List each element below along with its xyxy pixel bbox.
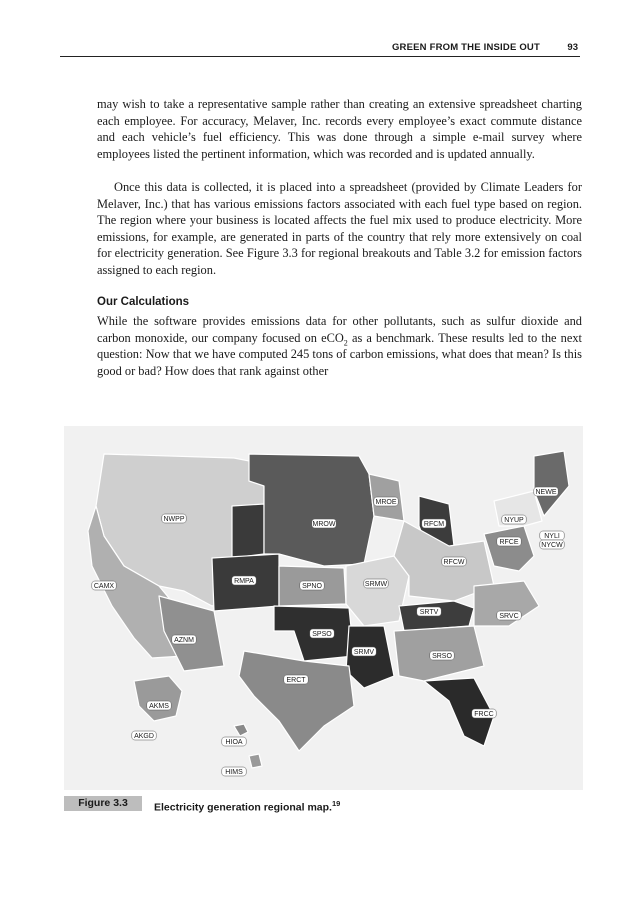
region-label-nwpp: NWPP <box>163 516 185 523</box>
region-srmv <box>346 626 394 688</box>
region-rfce <box>484 526 534 571</box>
region-label-frcc: FRCC <box>474 711 494 718</box>
region-label-rfce: RFCE <box>499 539 519 546</box>
paragraph-3 <box>97 313 582 379</box>
region-akms <box>134 676 182 721</box>
region-label-spso: SPSO <box>312 631 332 638</box>
section-heading: Our Calculations <box>97 296 190 308</box>
figure-caption-text <box>154 796 340 816</box>
region-label-nycw: NYCW <box>541 542 563 549</box>
region-label-mrow: MROW <box>312 521 336 528</box>
region-label-akms: AKMS <box>149 703 169 710</box>
regional-map <box>64 426 583 790</box>
region-rmpa-north <box>232 504 264 558</box>
region-label-nyli: NYLI <box>544 533 560 540</box>
running-head <box>60 42 580 57</box>
region-label-rmpa: RMPA <box>234 578 254 585</box>
region-label-hims: HIMS <box>225 769 243 776</box>
paragraph-3-text-b: as a benchmark. These results led to the next question: Now that we have computed 245 tons of carbon emissions, what does that mean? Is this good or bad? How does that rank against other <box>97 330 582 378</box>
region-label-srmv: SRMV <box>353 649 375 656</box>
region-label-erct: ERCT <box>286 677 306 684</box>
region-hims <box>249 754 262 768</box>
region-label-srmw: SRMW <box>364 581 388 588</box>
region-erct <box>239 651 354 751</box>
co2-subscript: 2 <box>343 338 348 348</box>
caption-text: Electricity generation regional map. <box>154 801 332 814</box>
paragraph-1: may wish to take a representative sample rather than creating an extensive spreadsheet charting each employee. For accuracy, Melaver, Inc. records every employee’s exact commute distance and each vehicle’s fuel efficiency. This was done through a simple e-mail survey where employees listed the pertinent information, which was recorded and is updated annually. <box>97 97 582 161</box>
region-srmw <box>346 556 409 626</box>
figure-caption <box>64 796 583 812</box>
region-mrow <box>249 454 374 566</box>
paragraph-2: Once this data is collected, it is placed into a spreadsheet (provided by Climate Leaders for Melaver, Inc.) that has various emissions factors associated with each fuel type based on region. The region where your business is located affects the fuel mix used to produce electricity. More emissions, for example, are generated in parts of the country that rely more extensively on coal for electricity generation. See Figure 3.3 for regional breakouts and Table 3.2 for emission factors assigned to each region. <box>97 180 582 277</box>
region-label-srtv: SRTV <box>419 609 439 616</box>
region-label-rfcw: RFCW <box>443 559 465 566</box>
region-label-srvc: SRVC <box>499 613 519 620</box>
region-hioa <box>234 724 248 736</box>
region-newe <box>534 451 569 516</box>
region-label-akgd: AKGD <box>134 733 154 740</box>
region-label-mroe: MROE <box>375 499 397 506</box>
figure-label: Figure 3.3 <box>64 796 142 811</box>
region-label-newe: NEWE <box>535 489 557 496</box>
page-number: 93 <box>567 42 578 53</box>
region-label-nyup: NYUP <box>504 517 524 524</box>
paragraph-3-text-a: While the software provides emissions data for other pollutants, such as sulfur dioxide and carbon monoxide, our company focused on eCO <box>97 314 582 345</box>
footnote-ref: 19 <box>331 799 341 808</box>
region-label-spno: SPNO <box>302 583 322 590</box>
running-head-title: GREEN FROM THE INSIDE OUT <box>391 42 540 53</box>
region-label-hioa: HIOA <box>225 739 243 746</box>
region-label-rfcm: RFCM <box>423 521 445 528</box>
regional-map-svg <box>64 426 583 790</box>
region-label-aznm: AZNM <box>174 637 194 644</box>
region-label-camx: CAMX <box>93 583 115 590</box>
region-label-srso: SRSO <box>432 653 452 660</box>
